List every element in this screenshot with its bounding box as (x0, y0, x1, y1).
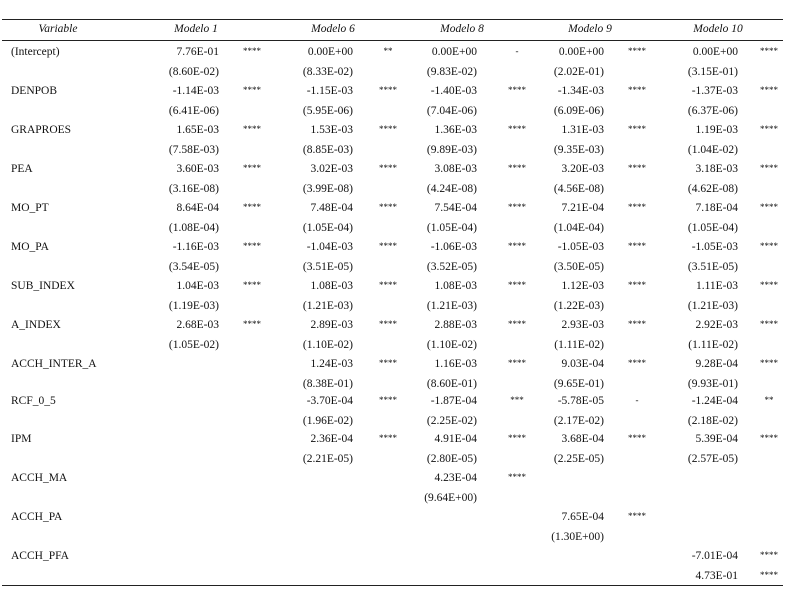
coefficient-estimate: 3.60E-03 (176, 163, 219, 175)
standard-error: (7.58E-03) (168, 144, 219, 156)
significance-mark: **** (379, 124, 397, 134)
standard-error: (4.24E-08) (426, 183, 477, 195)
standard-error: (8.33E-02) (302, 66, 353, 78)
significance-mark: **** (379, 433, 397, 443)
coefficient-estimate: -1.34E-03 (557, 85, 604, 97)
coefficient-estimate: 2.68E-03 (176, 319, 219, 331)
significance-mark: **** (508, 85, 526, 95)
standard-error: (1.10E-02) (302, 339, 353, 351)
coefficient-estimate: -1.37E-03 (691, 85, 738, 97)
standard-error: (1.21E-03) (687, 300, 738, 312)
coefficient-estimate: 1.24E-03 (310, 358, 353, 370)
standard-error: (1.05E-04) (426, 222, 477, 234)
coefficient-estimate: -7.01E-04 (691, 550, 738, 562)
significance-mark: **** (628, 46, 646, 56)
variable-name: ACCH_INTER_A (11, 358, 97, 370)
coefficient-estimate: -1.06E-03 (430, 241, 477, 253)
standard-error: (2.57E-05) (687, 453, 738, 465)
coefficient-estimate: 1.12E-03 (561, 280, 604, 292)
coefficient-estimate: -1.04E-03 (306, 241, 353, 253)
significance-mark: **** (379, 319, 397, 329)
standard-error: (2.18E-02) (687, 415, 738, 427)
coefficient-estimate: 3.08E-03 (434, 163, 477, 175)
coefficient-estimate: -1.14E-03 (172, 85, 219, 97)
standard-error: (2.21E-05) (302, 453, 353, 465)
significance-mark: **** (760, 570, 778, 580)
coefficient-estimate: 1.31E-03 (561, 124, 604, 136)
significance-mark: **** (508, 472, 526, 482)
standard-error: (6.09E-06) (553, 105, 604, 117)
coefficient-estimate: 2.36E-04 (310, 433, 353, 445)
significance-mark: **** (628, 319, 646, 329)
coefficient-estimate: 7.65E-04 (561, 511, 604, 523)
variable-name: DENPOB (11, 85, 58, 97)
standard-error: (1.22E-03) (553, 300, 604, 312)
standard-error: (3.99E-08) (302, 183, 353, 195)
significance-mark: **** (508, 433, 526, 443)
standard-error: (1.04E-04) (553, 222, 604, 234)
coefficient-estimate: -1.05E-03 (691, 241, 738, 253)
significance-mark: *** (510, 395, 524, 405)
standard-error: (3.52E-05) (426, 261, 477, 273)
significance-mark: **** (508, 358, 526, 368)
significance-mark: **** (760, 124, 778, 134)
coefficient-estimate: -1.16E-03 (172, 241, 219, 253)
coefficient-estimate: -1.24E-04 (691, 395, 738, 407)
standard-error: (2.25E-05) (553, 453, 604, 465)
variable-name: MO_PA (11, 241, 49, 253)
significance-mark: **** (760, 241, 778, 251)
standard-error: (3.50E-05) (553, 261, 604, 273)
standard-error: (6.37E-06) (687, 105, 738, 117)
significance-mark: **** (760, 550, 778, 560)
standard-error: (9.35E-03) (553, 144, 604, 156)
coefficient-estimate: 1.11E-03 (695, 280, 738, 292)
standard-error: (8.38E-01) (302, 378, 353, 390)
coefficient-estimate: 7.76E-01 (176, 46, 219, 58)
coefficient-estimate: 2.89E-03 (310, 319, 353, 331)
variable-name: ACCH_PFA (11, 550, 69, 562)
standard-error: (2.25E-02) (426, 415, 477, 427)
significance-mark: **** (379, 202, 397, 212)
coefficient-estimate: 7.48E-04 (310, 202, 353, 214)
standard-error: (3.15E-01) (687, 66, 738, 78)
variable-name: SUB_INDEX (11, 280, 75, 292)
significance-mark: - (635, 395, 639, 405)
top-rule (2, 19, 783, 20)
standard-error: (1.19E-03) (168, 300, 219, 312)
coefficient-estimate: 4.91E-04 (434, 433, 477, 445)
significance-mark: **** (243, 202, 261, 212)
significance-mark: **** (379, 395, 397, 405)
standard-error: (8.85E-03) (302, 144, 353, 156)
coefficient-estimate: 1.08E-03 (310, 280, 353, 292)
standard-error: (5.95E-06) (302, 105, 353, 117)
coefficient-estimate: 1.04E-03 (176, 280, 219, 292)
header-rule (2, 40, 783, 41)
standard-error: (4.56E-08) (553, 183, 604, 195)
coefficient-estimate: 3.20E-03 (561, 163, 604, 175)
standard-error: (1.21E-03) (426, 300, 477, 312)
significance-mark: **** (760, 46, 778, 56)
standard-error: (1.96E-02) (302, 415, 353, 427)
standard-error: (3.54E-05) (168, 261, 219, 273)
standard-error: (2.80E-05) (426, 453, 477, 465)
coefficient-estimate: 2.93E-03 (561, 319, 604, 331)
variable-name: GRAPROES (11, 124, 72, 136)
variable-name: (Intercept) (11, 46, 60, 58)
coefficient-estimate: 0.00E+00 (307, 46, 353, 58)
coefficient-estimate: 7.18E-04 (695, 202, 738, 214)
coefficient-estimate: 7.21E-04 (561, 202, 604, 214)
coefficient-estimate: -1.87E-04 (430, 395, 477, 407)
coefficient-estimate: 0.00E+00 (558, 46, 604, 58)
significance-mark: **** (628, 202, 646, 212)
significance-mark: **** (508, 163, 526, 173)
standard-error: 4.73E-01 (695, 570, 738, 582)
significance-mark: **** (243, 280, 261, 290)
standard-error: (4.62E-08) (687, 183, 738, 195)
significance-mark: **** (508, 280, 526, 290)
standard-error: (9.83E-02) (426, 66, 477, 78)
standard-error: (1.08E-04) (168, 222, 219, 234)
significance-mark: **** (508, 319, 526, 329)
variable-name: RCF_0_5 (11, 395, 56, 407)
significance-mark: **** (628, 358, 646, 368)
standard-error: (1.11E-02) (688, 339, 738, 351)
header-model: Modelo 6 (311, 23, 355, 35)
standard-error: (6.41E-06) (168, 105, 219, 117)
standard-error: (1.05E-04) (687, 222, 738, 234)
significance-mark: **** (760, 358, 778, 368)
coefficient-estimate: 2.88E-03 (434, 319, 477, 331)
significance-mark: **** (379, 163, 397, 173)
significance-mark: **** (628, 124, 646, 134)
variable-name: MO_PT (11, 202, 49, 214)
significance-mark: - (515, 46, 519, 56)
significance-mark: **** (760, 85, 778, 95)
coefficient-estimate: 1.65E-03 (176, 124, 219, 136)
coefficient-estimate: 7.54E-04 (434, 202, 477, 214)
standard-error: (7.04E-06) (426, 105, 477, 117)
standard-error: (3.16E-08) (168, 183, 219, 195)
standard-error: (1.10E-02) (426, 339, 477, 351)
significance-mark: **** (243, 46, 261, 56)
significance-mark: **** (243, 124, 261, 134)
header-model: Modelo 10 (693, 23, 743, 35)
coefficient-estimate: 1.19E-03 (695, 124, 738, 136)
coefficient-estimate: 1.36E-03 (434, 124, 477, 136)
coefficient-estimate: 3.68E-04 (561, 433, 604, 445)
coefficient-estimate: 3.02E-03 (310, 163, 353, 175)
header-variable: Variable (38, 23, 78, 35)
variable-name: A_INDEX (11, 319, 61, 331)
significance-mark: **** (508, 124, 526, 134)
significance-mark: **** (760, 202, 778, 212)
coefficient-estimate: 1.16E-03 (434, 358, 477, 370)
significance-mark: **** (243, 241, 261, 251)
standard-error: (3.51E-05) (687, 261, 738, 273)
header-model: Modelo 1 (174, 23, 218, 35)
significance-mark: **** (628, 163, 646, 173)
standard-error: (2.17E-02) (553, 415, 604, 427)
coefficient-estimate: 2.92E-03 (695, 319, 738, 331)
standard-error: (1.04E-02) (687, 144, 738, 156)
significance-mark: **** (243, 319, 261, 329)
variable-name: ACCH_PA (11, 511, 63, 523)
coefficient-estimate: -1.40E-03 (430, 85, 477, 97)
coefficient-estimate: 5.39E-04 (695, 433, 738, 445)
significance-mark: **** (628, 511, 646, 521)
significance-mark: **** (508, 202, 526, 212)
standard-error: (1.05E-04) (302, 222, 353, 234)
significance-mark: **** (508, 241, 526, 251)
variable-name: IPM (11, 433, 32, 445)
coefficient-estimate: 1.08E-03 (434, 280, 477, 292)
standard-error: (9.93E-01) (687, 378, 738, 390)
coefficient-estimate: 0.00E+00 (692, 46, 738, 58)
significance-mark: ** (764, 395, 774, 405)
coefficient-estimate: 3.18E-03 (695, 163, 738, 175)
standard-error: (3.51E-05) (302, 261, 353, 273)
variable-name: ACCH_MA (11, 472, 68, 484)
standard-error: (8.60E-01) (426, 378, 477, 390)
header-model: Modelo 9 (568, 23, 612, 35)
significance-mark: **** (628, 85, 646, 95)
significance-mark: **** (760, 163, 778, 173)
standard-error: (9.65E-01) (553, 378, 604, 390)
header-model: Modelo 8 (440, 23, 484, 35)
significance-mark: **** (628, 241, 646, 251)
coefficient-estimate: 9.03E-04 (561, 358, 604, 370)
coefficient-estimate: 4.23E-04 (434, 472, 477, 484)
standard-error: (8.60E-02) (168, 66, 219, 78)
standard-error: (1.11E-02) (554, 339, 604, 351)
bottom-rule (2, 585, 783, 586)
standard-error: (1.21E-03) (302, 300, 353, 312)
coefficient-estimate: 1.53E-03 (310, 124, 353, 136)
significance-mark: ** (383, 46, 393, 56)
significance-mark: **** (628, 280, 646, 290)
significance-mark: **** (379, 280, 397, 290)
coefficient-estimate: -5.78E-05 (557, 395, 604, 407)
standard-error: (2.02E-01) (553, 66, 604, 78)
variable-name: PEA (11, 163, 33, 175)
significance-mark: **** (760, 319, 778, 329)
significance-mark: **** (243, 163, 261, 173)
coefficient-estimate: 9.28E-04 (695, 358, 738, 370)
significance-mark: **** (760, 280, 778, 290)
coefficient-estimate: -3.70E-04 (306, 395, 353, 407)
coefficient-estimate: 8.64E-04 (176, 202, 219, 214)
standard-error: (9.89E-03) (426, 144, 477, 156)
significance-mark: **** (379, 241, 397, 251)
significance-mark: **** (379, 358, 397, 368)
standard-error: (9.64E+00) (424, 492, 477, 504)
standard-error: (1.30E+00) (551, 531, 604, 543)
standard-error: (1.05E-02) (168, 339, 219, 351)
significance-mark: **** (379, 85, 397, 95)
coefficient-estimate: -1.05E-03 (557, 241, 604, 253)
significance-mark: **** (628, 433, 646, 443)
significance-mark: **** (760, 433, 778, 443)
coefficient-estimate: -1.15E-03 (306, 85, 353, 97)
significance-mark: **** (243, 85, 261, 95)
coefficient-estimate: 0.00E+00 (431, 46, 477, 58)
